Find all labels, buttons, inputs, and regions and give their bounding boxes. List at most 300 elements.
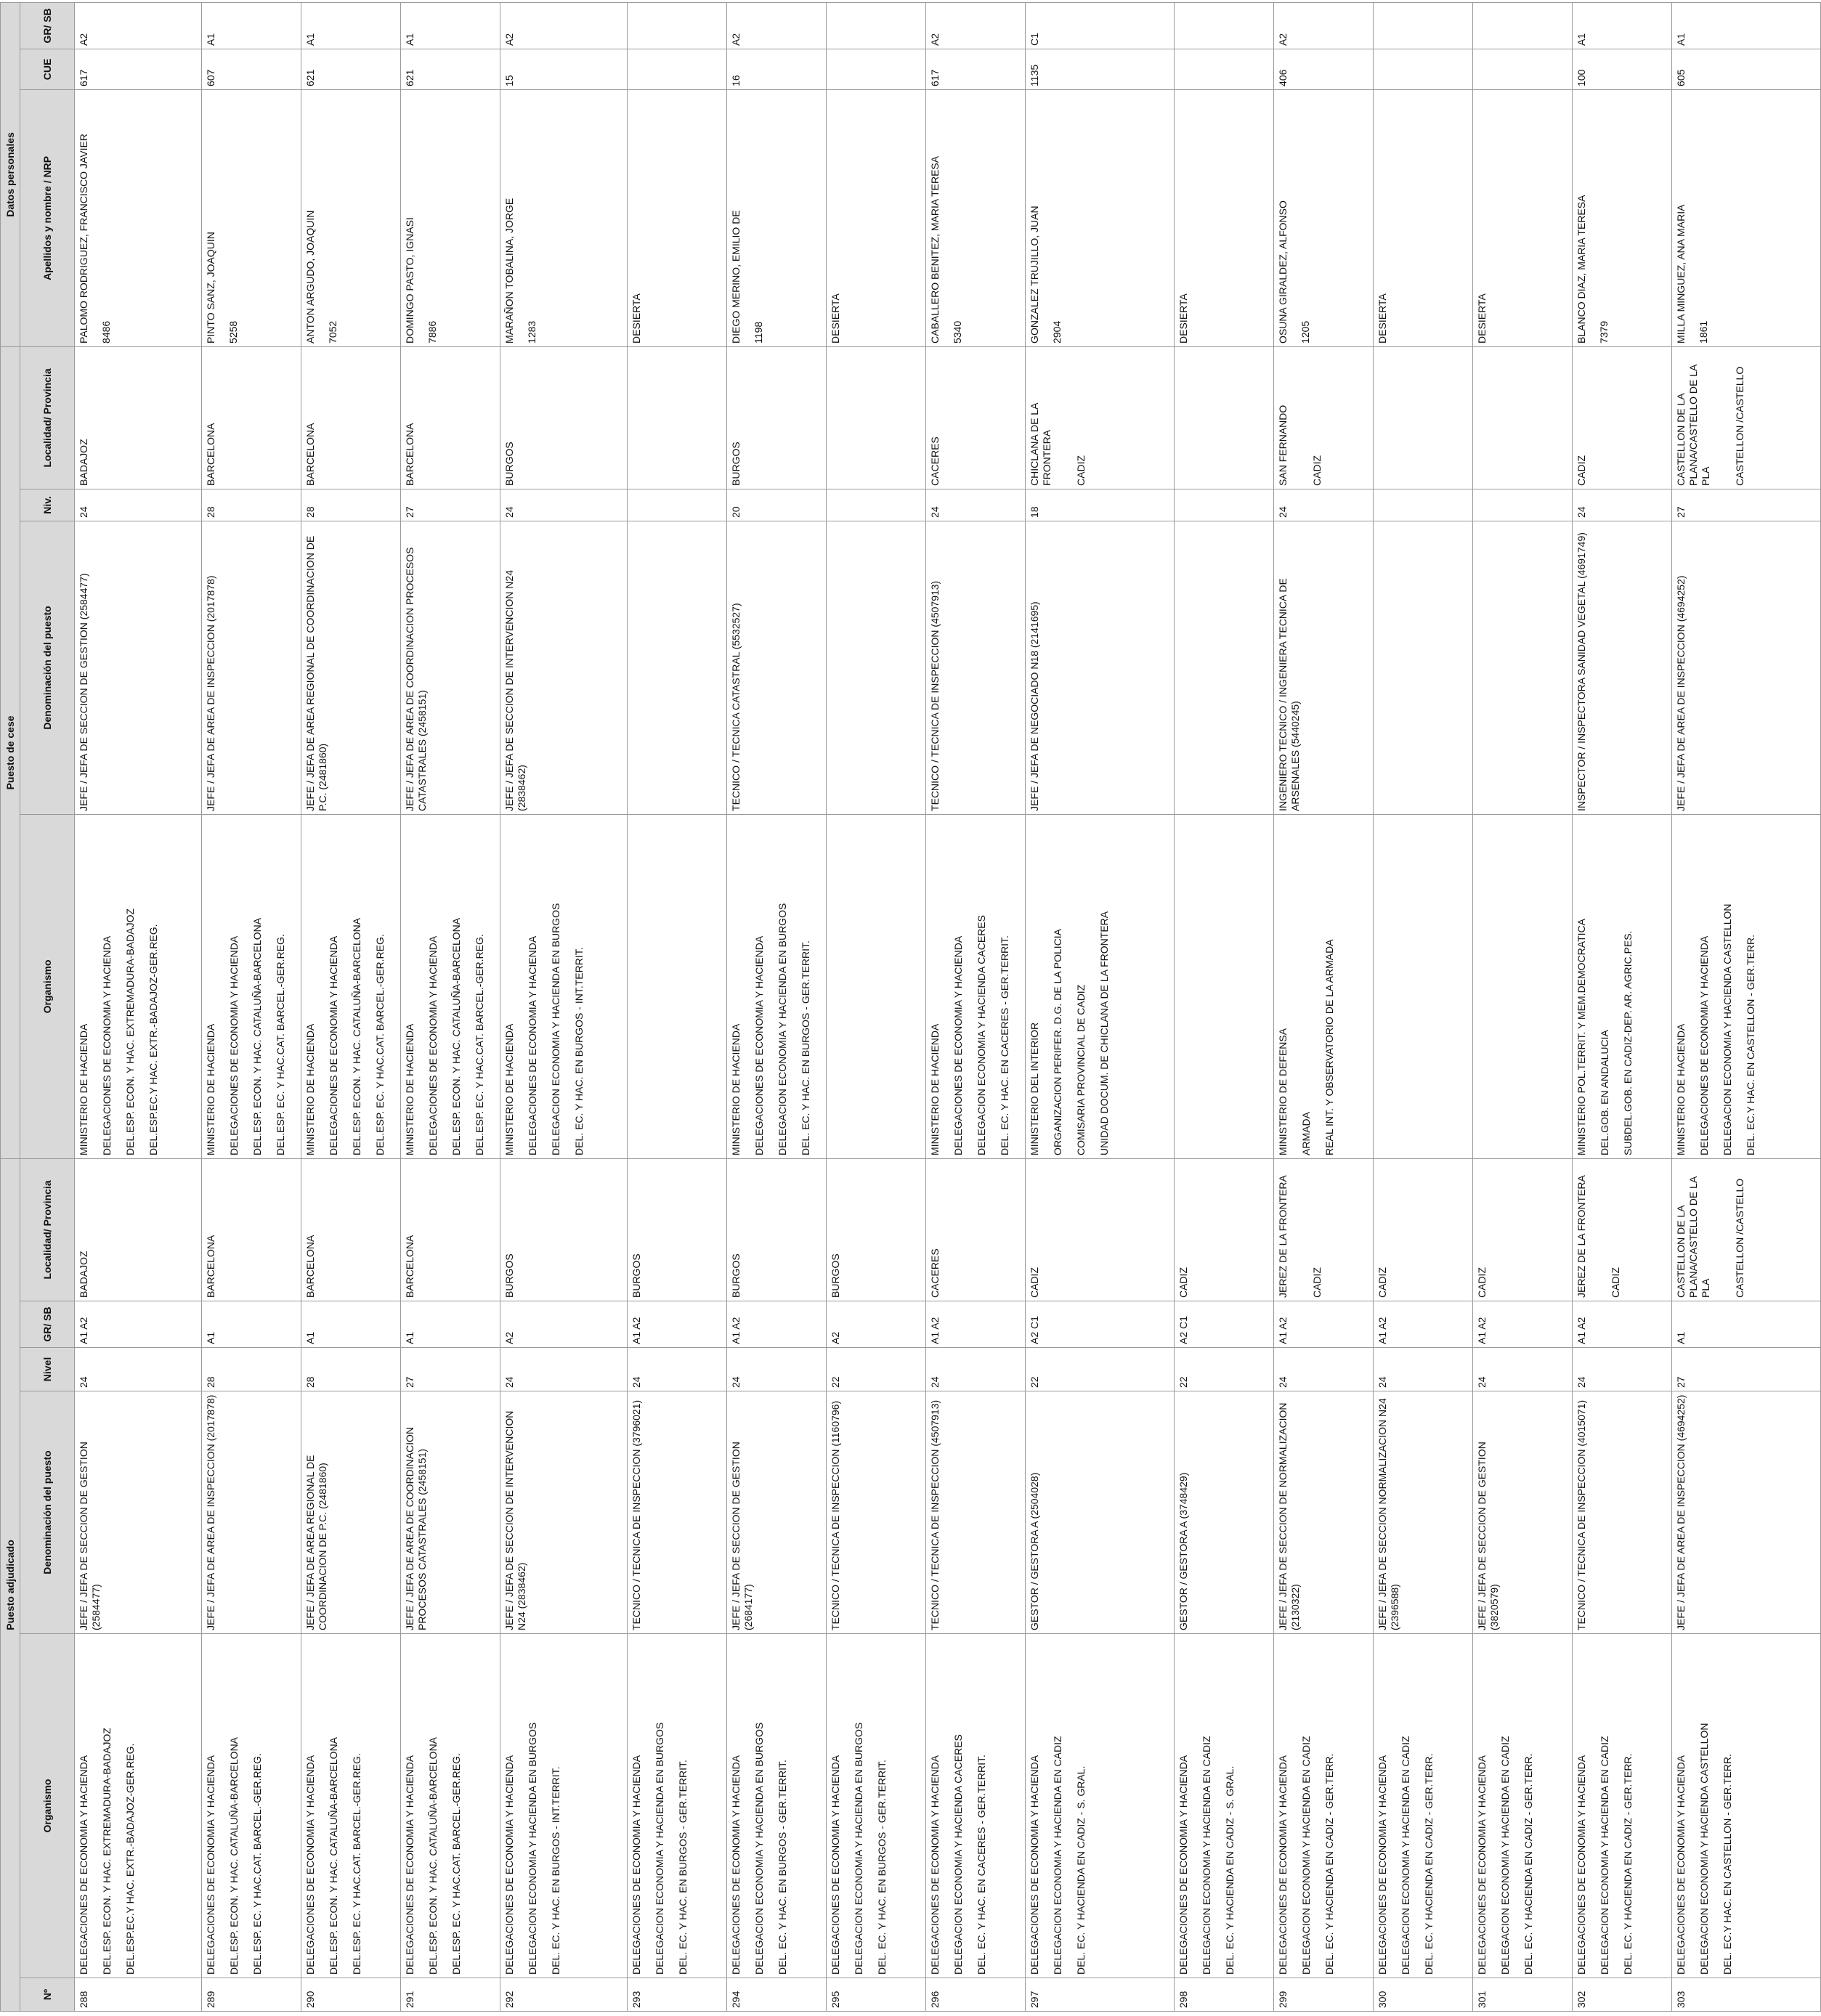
cell-cese-organismo <box>1274 814 1374 1158</box>
cell-apellidos <box>202 89 301 346</box>
organismo-line: DELEGACIONES DE ECONOMIA Y HACIENDA <box>1376 1755 1388 1975</box>
cese-localidad-text: BURGOS <box>730 442 742 486</box>
nivel-value: 24 <box>929 1376 941 1388</box>
cese-localidad-text: BARCELONA <box>404 423 415 486</box>
denominacion-text: JEFE / JEFA DE SECCION DE NORMALIZACION (2130322) <box>1277 1402 1301 1630</box>
cell-organismo <box>75 1634 202 1978</box>
cell-cese-organismo <box>926 814 1026 1158</box>
cese-localidad-text: SAN FERNANDO <box>1277 405 1289 486</box>
cell-nivel <box>827 1348 926 1391</box>
row-number: 293 <box>630 1991 642 2008</box>
cell-localidad <box>1374 1158 1473 1301</box>
nivel-value: 22 <box>1177 1376 1189 1388</box>
organismo-line: DELEGACIONES DE ECONOMIA Y HACIENDA <box>1177 1755 1189 1975</box>
cese-organismo-line: DEL. EC.Y HAC. EN CASTELLON - GER.TERR. <box>1745 935 1756 1155</box>
cell-apellidos <box>1473 89 1573 346</box>
grsb-value: A1 A2 <box>1277 1317 1289 1344</box>
cell-cese-localidad <box>926 346 1026 489</box>
cue-value: 15 <box>503 75 515 86</box>
grsb-value: A2 <box>830 1331 841 1344</box>
organismo-line: DELEGACION ECONOMIA Y HACIENDA EN CADIZ <box>1599 1736 1610 1975</box>
table-row <box>301 2 401 2011</box>
cese-organismo-line: DEL.GOB. EN ANDALUCIA <box>1599 1030 1610 1155</box>
cell-localidad <box>827 1158 926 1301</box>
pers-grsb-value: A1 <box>205 33 216 46</box>
organismo-line: DELEGACION ECONOMIA Y HACIENDA EN CADIZ <box>1052 1736 1063 1975</box>
cese-organismo-line: MINISTERIO DE HACIENDA <box>205 1023 216 1155</box>
cell-cese-localidad <box>1374 346 1473 489</box>
cell-cese-denominacion <box>1473 521 1573 814</box>
cell-cese-organismo <box>75 814 202 1158</box>
cell-organismo <box>628 1634 727 1978</box>
cell-localidad <box>500 1158 628 1301</box>
row-number: 295 <box>830 1991 841 2008</box>
cese-nivel-value: 28 <box>205 506 216 518</box>
cese-organismo-line: COMISARIA PROVINCIAL DE CADIZ <box>1075 984 1087 1155</box>
organismo-line: DEL.ESP. ECON. Y HAC. CATALUÑA-BARCELONA <box>328 1736 339 1975</box>
nrp-value: 8486 <box>100 320 112 344</box>
header-apellidos: Apellidos y nombre / NRP <box>20 89 75 346</box>
header-num: Nº <box>20 1978 75 2012</box>
cell-localidad <box>301 1158 401 1301</box>
apellidos-nombre: DOMINGO PASTO, IGNASI <box>404 217 415 344</box>
organismo-line: DELEGACION ECONOMIA Y HACIENDA EN BURGOS <box>654 1722 665 1975</box>
cell-denominacion <box>1026 1391 1175 1634</box>
cese-organismo-line: MINISTERIO DE HACIENDA <box>304 1023 316 1155</box>
cell-grsb <box>401 1301 500 1348</box>
nivel-value: 24 <box>503 1376 515 1388</box>
header-cese-localidad: Localidad/ Provincia <box>20 346 75 489</box>
table-row <box>202 2 301 2011</box>
apellidos-nombre: BLANCO DIAZ, MARIA TERESA <box>1575 195 1587 344</box>
cell-organismo <box>1026 1634 1175 1978</box>
cell-apellidos <box>75 89 202 346</box>
cese-nivel-value: 27 <box>1675 506 1687 518</box>
grsb-value: A1 <box>304 1331 316 1344</box>
cue-value: 1135 <box>1029 64 1040 86</box>
organismo-line: DELEGACIONES DE ECONOMIA Y HACIENDA <box>503 1755 515 1975</box>
denominacion-text: JEFE / JEFA DE SECCION DE GESTION (3820579) <box>1476 1442 1500 1630</box>
cese-organismo-line: DELEGACIONES DE ECONOMIA Y HACIENDA <box>427 935 439 1155</box>
cell-cese-nivel <box>1473 489 1573 521</box>
cue-value: 607 <box>205 69 216 86</box>
nrp-value: 7379 <box>1598 320 1610 344</box>
cell-cue <box>1573 49 1672 89</box>
grsb-value: A1 A2 <box>1376 1317 1388 1344</box>
cell-num <box>1175 1978 1274 2012</box>
cell-cese-denominacion <box>500 521 628 814</box>
cell-cese-nivel <box>926 489 1026 521</box>
cell-num <box>75 1978 202 2012</box>
cese-localidad-text: CACERES <box>929 436 941 486</box>
cell-apellidos <box>1026 89 1175 346</box>
pers-grsb-value: A2 <box>1277 33 1289 46</box>
cese-nivel-value: 18 <box>1029 506 1040 518</box>
row-number: 288 <box>78 1991 89 2008</box>
organismo-line: DELEGACION ECONOMIA Y HACIENDA EN CADIZ <box>1300 1736 1312 1975</box>
cell-pers-grsb <box>500 2 628 49</box>
localidad-text: CADIZ <box>1476 1267 1488 1298</box>
cell-apellidos <box>1672 89 1821 346</box>
cell-cese-localidad <box>301 346 401 489</box>
header-localidad: Localidad/ Provincia <box>20 1158 75 1301</box>
pers-grsb-value: A1 <box>1675 33 1687 46</box>
organismo-line: DELEGACIONES DE ECONOMIA Y HACIENDA <box>630 1755 642 1975</box>
cell-num <box>1374 1978 1473 2012</box>
localidad-text: BARCELONA <box>205 1235 216 1298</box>
cell-cese-localidad <box>1573 346 1672 489</box>
cell-cue <box>1374 49 1473 89</box>
cell-num <box>301 1978 401 2012</box>
localidad-text: JEREZ DE LA FRONTERA <box>1277 1175 1289 1298</box>
denominacion-text: GESTOR / GESTORA A (3748429) <box>1177 1472 1189 1630</box>
cese-organismo-line: MINISTERIO DE HACIENDA <box>503 1023 515 1155</box>
cell-num <box>1274 1978 1374 2012</box>
denominacion-text: JEFE / JEFA DE SECCION NORMALIZACION N24 (2396588) <box>1376 1398 1400 1630</box>
nrp-value: 1198 <box>753 321 764 344</box>
cese-organismo-line: MINISTERIO POL.TERRIT. Y MEM.DEMOCRATICA <box>1575 919 1587 1155</box>
cell-localidad <box>1026 1158 1175 1301</box>
cell-cese-localidad <box>827 346 926 489</box>
grsb-value: A1 <box>404 1331 415 1344</box>
cell-localidad <box>1473 1158 1573 1301</box>
cell-cue <box>926 49 1026 89</box>
cell-pers-grsb <box>1175 2 1274 49</box>
nrp-value: 5340 <box>952 320 963 344</box>
cese-organismo-line: DEL.ESP. ECON. Y HAC. CATALUÑA-BARCELONA <box>450 917 462 1155</box>
nivel-value: 27 <box>404 1376 415 1388</box>
cell-cese-localidad <box>202 346 301 489</box>
localidad-text: CADIZ <box>1376 1267 1388 1298</box>
cell-pers-grsb <box>1026 2 1175 49</box>
cell-grsb <box>1274 1301 1374 1348</box>
denominacion-text: GESTOR / GESTORA A (2504028) <box>1029 1472 1040 1630</box>
grsb-value: A1 A2 <box>630 1317 642 1344</box>
cell-grsb <box>827 1301 926 1348</box>
cese-organismo-line: MINISTERIO DE DEFENSA <box>1277 1028 1289 1155</box>
table-body <box>75 2 1821 2011</box>
cese-organismo-line: ORGANIZACION PERIFER. D.G. DE LA POLICIA <box>1052 928 1063 1155</box>
cell-denominacion <box>1175 1391 1274 1634</box>
cell-cue <box>301 49 401 89</box>
cese-denominacion-text: JEFE / JEFA DE AREA DE COORDINACION PROCESOS CATASTRALES (2458151) <box>404 547 428 811</box>
cese-nivel-value: 24 <box>503 506 515 518</box>
cell-localidad <box>401 1158 500 1301</box>
cese-denominacion-text: JEFE / JEFA DE NEGOCIADO N18 (2141695) <box>1029 601 1040 811</box>
cell-grsb <box>301 1301 401 1348</box>
cell-cue <box>827 49 926 89</box>
cell-cese-organismo <box>827 814 926 1158</box>
denominacion-text: TECNICO / TECNICA DE INSPECCION (3796021) <box>630 1399 642 1630</box>
cese-localidad-text: CHICLANA DE LA FRONTERA <box>1029 403 1053 486</box>
localidad-text: BADAJOZ <box>78 1251 89 1298</box>
cell-apellidos <box>500 89 628 346</box>
cell-cese-organismo <box>727 814 827 1158</box>
denominacion-text: JEFE / JEFA DE AREA DE INSPECCION (2017878) <box>205 1394 216 1630</box>
organismo-line: DELEGACIONES DE ECONOMIA Y HACIENDA <box>304 1755 316 1975</box>
organismo-line: DEL. EC. Y HACIENDA EN CADIZ - GER.TERR. <box>1522 1753 1534 1975</box>
cell-cese-nivel <box>500 489 628 521</box>
cell-pers-grsb <box>926 2 1026 49</box>
cell-organismo <box>727 1634 827 1978</box>
cell-cese-denominacion <box>75 521 202 814</box>
apellidos-nombre: MILLA MINGUEZ, ANA MARIA <box>1675 204 1687 344</box>
organismo-line: DELEGACIONES DE ECONOMIA Y HACIENDA <box>830 1755 841 1975</box>
cell-cue <box>1473 49 1573 89</box>
denominacion-text: TECNICO / TECNICA DE INSPECCION (1160796) <box>830 1400 841 1630</box>
localidad-text: BURGOS <box>830 1253 841 1298</box>
cell-apellidos <box>1175 89 1274 346</box>
localidad-text: CADIZ <box>1177 1267 1189 1298</box>
row-number: 297 <box>1029 1991 1040 2008</box>
denominacion-text: TECNICO / TECNICA DE INSPECCION (4015071) <box>1575 1399 1587 1630</box>
cell-apellidos <box>827 89 926 346</box>
cese-organismo-line: DEL.ESP. EC. Y HAC.CAT. BARCEL.-GER.REG. <box>374 934 386 1155</box>
cell-apellidos <box>401 89 500 346</box>
cell-cese-denominacion <box>1374 521 1473 814</box>
row-number: 302 <box>1575 1991 1587 2008</box>
localidad-text: BARCELONA <box>404 1235 415 1298</box>
cell-cese-nivel <box>1374 489 1473 521</box>
cell-denominacion <box>1374 1391 1473 1634</box>
localidad-text: CADIZ <box>1029 1267 1040 1298</box>
nivel-value: 24 <box>630 1376 642 1388</box>
cell-grsb <box>1175 1301 1274 1348</box>
table-row <box>628 2 727 2011</box>
cell-cese-nivel <box>401 489 500 521</box>
cese-organismo-line: DELEGACIONES DE ECONOMIA Y HACIENDA <box>101 935 113 1155</box>
provincia-text: CADIZ <box>1610 1267 1621 1298</box>
denominacion-text: JEFE / JEFA DE AREA DE INSPECCION (4694252) <box>1675 1394 1687 1630</box>
cese-organismo-line: DELEGACION ECONOMIA Y HACIENDA EN BURGOS <box>550 903 561 1155</box>
grsb-value: A1 <box>1675 1331 1687 1344</box>
cell-num <box>1573 1978 1672 2012</box>
cell-num <box>727 1978 827 2012</box>
cell-localidad <box>1573 1158 1672 1301</box>
cese-organismo-line: UNIDAD DOCUM. DE CHICLANA DE LA FRONTERA <box>1098 911 1110 1155</box>
cell-apellidos <box>1573 89 1672 346</box>
cese-organismo-line: DEL.ESP. ECON. Y HAC. EXTREMADURA-BADAJOZ <box>124 908 136 1155</box>
column-header-row <box>20 2 75 2011</box>
cell-organismo <box>202 1634 301 1978</box>
cell-grsb <box>75 1301 202 1348</box>
cell-cese-localidad <box>727 346 827 489</box>
cell-cese-denominacion <box>628 521 727 814</box>
table-row <box>926 2 1026 2011</box>
cell-organismo <box>926 1634 1026 1978</box>
cese-organismo-line: DELEGACION ECONOMIA Y HACIENDA CACERES <box>976 915 987 1155</box>
cell-grsb <box>1473 1301 1573 1348</box>
cell-denominacion <box>75 1391 202 1634</box>
organismo-line: DELEGACION ECONOMIA Y HACIENDA EN BURGOS <box>853 1722 864 1975</box>
cell-denominacion <box>1274 1391 1374 1634</box>
organismo-line: DELEGACION ECONOMIA Y HACIENDA EN CADIZ <box>1499 1736 1511 1975</box>
cell-grsb <box>1573 1301 1672 1348</box>
cell-nivel <box>926 1348 1026 1391</box>
organismo-line: DELEGACIONES DE ECONOMIA Y HACIENDA <box>404 1755 415 1975</box>
cell-cese-organismo <box>202 814 301 1158</box>
cell-cue <box>75 49 202 89</box>
pers-grsb-value: A1 <box>404 33 415 46</box>
cue-value: 16 <box>730 75 742 86</box>
nivel-value: 22 <box>830 1376 841 1388</box>
cell-organismo <box>1573 1634 1672 1978</box>
cell-cese-nivel <box>1175 489 1274 521</box>
cell-pers-grsb <box>1672 2 1821 49</box>
organismo-line: DELEGACION ECONOMIA Y HACIENDA EN BURGOS <box>527 1722 538 1975</box>
organismo-line: DEL. EC. Y HACIENDA EN CADIZ - GER.TERR. <box>1622 1753 1634 1975</box>
cese-organismo-line: DEL. EC. Y HAC. EN BURGOS - GER.TERRIT. <box>800 940 811 1155</box>
organismo-line: DELEGACION ECONOMIA Y HACIENDA CACERES <box>952 1734 964 1975</box>
organismo-line: DEL. EC. Y HAC. EN BURGOS - GER.TERRIT. <box>677 1760 689 1975</box>
cell-num <box>827 1978 926 2012</box>
organismo-line: DELEGACION ECONOMIA Y HACIENDA CASTELLON <box>1698 1723 1710 1975</box>
cese-localidad-text: BURGOS <box>503 442 515 486</box>
cell-cue <box>500 49 628 89</box>
table-row <box>1672 2 1821 2011</box>
cell-cue <box>1026 49 1175 89</box>
header-nivel: Nivel <box>20 1348 75 1391</box>
organismo-line: DEL. EC. Y HAC. EN CACERES - GER.TERRIT. <box>976 1755 987 1975</box>
cell-pers-grsb <box>202 2 301 49</box>
cese-organismo-line: SUBDEL.GOB. EN CADIZ-DEP. AR. AGRIC.PES. <box>1622 930 1634 1155</box>
cell-grsb <box>628 1301 727 1348</box>
organismo-line: DEL. EC. Y HAC. EN BURGOS - GER.TERRIT. <box>876 1760 888 1975</box>
cell-num <box>202 1978 301 2012</box>
cese-localidad-text: BADAJOZ <box>78 439 89 486</box>
apellidos-nombre: DESIERTA <box>1177 293 1189 344</box>
localidad-text: BURGOS <box>630 1253 642 1298</box>
cell-cese-denominacion <box>202 521 301 814</box>
cese-nivel-value: 24 <box>1277 506 1289 518</box>
cell-denominacion <box>1473 1391 1573 1634</box>
apellidos-nombre: DESIERTA <box>1476 293 1488 344</box>
table-row <box>1274 2 1374 2011</box>
section-header-row <box>1 2 20 2011</box>
grsb-value: A1 A2 <box>929 1317 941 1344</box>
apellidos-nombre: PINTO SANZ, JOAQUIN <box>205 232 216 344</box>
cese-denominacion-text: JEFE / JEFA DE AREA DE INSPECCION (2017878) <box>205 575 216 811</box>
organismo-line: DELEGACION ECONOMIA Y HACIENDA EN CADIZ <box>1201 1736 1212 1975</box>
row-number: 294 <box>730 1991 742 2008</box>
cell-localidad <box>727 1158 827 1301</box>
cell-denominacion <box>1573 1391 1672 1634</box>
grsb-value: A2 C1 <box>1029 1316 1040 1344</box>
row-number: 298 <box>1177 1991 1189 2008</box>
cese-provincia-text: CADIZ <box>1311 455 1323 486</box>
cell-cese-nivel <box>628 489 727 521</box>
provincia-text: CADIZ <box>1311 1267 1323 1298</box>
organismo-line: DELEGACIONES DE ECONOMIA Y HACIENDA <box>1476 1755 1488 1975</box>
table-row <box>1175 2 1274 2011</box>
grsb-value: A1 A2 <box>1575 1317 1587 1344</box>
cell-cese-denominacion <box>1026 521 1175 814</box>
cell-apellidos <box>1374 89 1473 346</box>
nivel-value: 24 <box>1476 1376 1488 1388</box>
table-row <box>1573 2 1672 2011</box>
cese-nivel-value: 27 <box>404 506 415 518</box>
cell-cese-organismo <box>1672 814 1821 1158</box>
adjudication-table <box>0 2 1821 2012</box>
organismo-line: DELEGACION ECONOMIA Y HACIENDA EN CADIZ <box>1400 1736 1411 1975</box>
cell-cese-localidad <box>75 346 202 489</box>
table-row <box>1374 2 1473 2011</box>
cell-pers-grsb <box>727 2 827 49</box>
denominacion-text: JEFE / JEFA DE AREA REGIONAL DE COORDINACION DE P.C. (2481860) <box>304 1455 328 1630</box>
cese-denominacion-text: INGENIERO TECNICO / INGENIERA TECNICA DE ARSENALES (5440245) <box>1277 578 1301 811</box>
cese-organismo-line: DEL.ESP.EC.Y HAC. EXTR.-BADAJOZ-GER.REG. <box>147 924 159 1155</box>
cell-cese-denominacion <box>301 521 401 814</box>
nivel-value: 27 <box>1675 1376 1687 1388</box>
section-puesto-cese: Puesto de cese <box>1 346 20 1158</box>
apellidos-nombre: ANTON ARGUDO, JOAQUIN <box>304 210 316 344</box>
pers-grsb-value: C1 <box>1029 33 1040 46</box>
cell-cue <box>1175 49 1274 89</box>
organismo-line: DEL.ESP. ECON. Y HAC. CATALUÑA-BARCELONA <box>228 1736 240 1975</box>
section-puesto-adjudicado: Puesto adjudicado <box>1 1158 20 2011</box>
nivel-value: 24 <box>1376 1376 1388 1388</box>
cese-organismo-line: REAL INT. Y OBSERVATORIO DE LA ARMADA <box>1323 939 1335 1155</box>
organismo-line: DEL.ESP. EC. Y HAC.CAT. BARCEL.-GER.REG. <box>351 1753 362 1975</box>
cese-nivel-value: 28 <box>304 506 316 518</box>
organismo-line: DELEGACIONES DE ECONOMIA Y HACIENDA <box>929 1755 941 1975</box>
cell-grsb <box>202 1301 301 1348</box>
table-row <box>1473 2 1573 2011</box>
nrp-value: 5258 <box>227 320 239 344</box>
cell-denominacion <box>926 1391 1026 1634</box>
cell-apellidos <box>926 89 1026 346</box>
cell-cese-organismo <box>301 814 401 1158</box>
nivel-value: 28 <box>205 1376 216 1388</box>
header-cese-organismo: Organismo <box>20 814 75 1158</box>
cell-localidad <box>926 1158 1026 1301</box>
organismo-line: DEL. EC. Y HAC. EN BURGOS - GER.TERRIT. <box>776 1760 788 1975</box>
header-denominacion: Denominación del puesto <box>20 1391 75 1634</box>
cue-value: 621 <box>304 69 316 86</box>
cese-organismo-line: DELEGACIONES DE ECONOMIA Y HACIENDA <box>1698 935 1710 1155</box>
cese-denominacion-text: INSPECTOR / INSPECTORA SANIDAD VEGETAL (4691749) <box>1575 532 1587 811</box>
row-number: 289 <box>205 1991 216 2008</box>
cell-cese-localidad <box>1026 346 1175 489</box>
cell-grsb <box>727 1301 827 1348</box>
organismo-line: DELEGACION ECONOMIA Y HACIENDA EN BURGOS <box>753 1722 765 1975</box>
nivel-value: 24 <box>78 1376 89 1388</box>
cell-pers-grsb <box>1374 2 1473 49</box>
cell-cue <box>1274 49 1374 89</box>
cese-denominacion-text: JEFE / JEFA DE AREA REGIONAL DE COORDINACION DE P.C. (2481860) <box>304 535 328 811</box>
cell-apellidos <box>301 89 401 346</box>
organismo-line: DEL.ESP. EC. Y HAC.CAT. BARCEL.-GER.REG. <box>251 1753 263 1975</box>
cell-cese-organismo <box>1374 814 1473 1158</box>
cell-cese-localidad <box>1175 346 1274 489</box>
cell-localidad <box>1274 1158 1374 1301</box>
organismo-line: DELEGACIONES DE ECONOMIA Y HACIENDA <box>78 1755 89 1975</box>
cue-value: 617 <box>78 69 89 86</box>
pers-grsb-value: A1 <box>1575 33 1587 46</box>
cell-cese-denominacion <box>827 521 926 814</box>
cell-cese-localidad <box>628 346 727 489</box>
apellidos-nombre: MARAÑON TOBALINA, JORGE <box>503 198 515 344</box>
cese-organismo-line: DEL. EC. Y HAC. EN CACERES - GER.TERRIT. <box>999 935 1010 1155</box>
row-number: 291 <box>404 1991 415 2008</box>
cell-cese-localidad <box>1473 346 1573 489</box>
row-number: 292 <box>503 1991 515 2008</box>
cell-cese-nivel <box>1672 489 1821 521</box>
grsb-value: A1 A2 <box>1476 1317 1488 1344</box>
cese-denominacion-text: TECNICO / TECNICA CATASTRAL (5532527) <box>730 603 742 811</box>
grsb-value: A1 A2 <box>78 1317 89 1344</box>
cell-grsb <box>1672 1301 1821 1348</box>
